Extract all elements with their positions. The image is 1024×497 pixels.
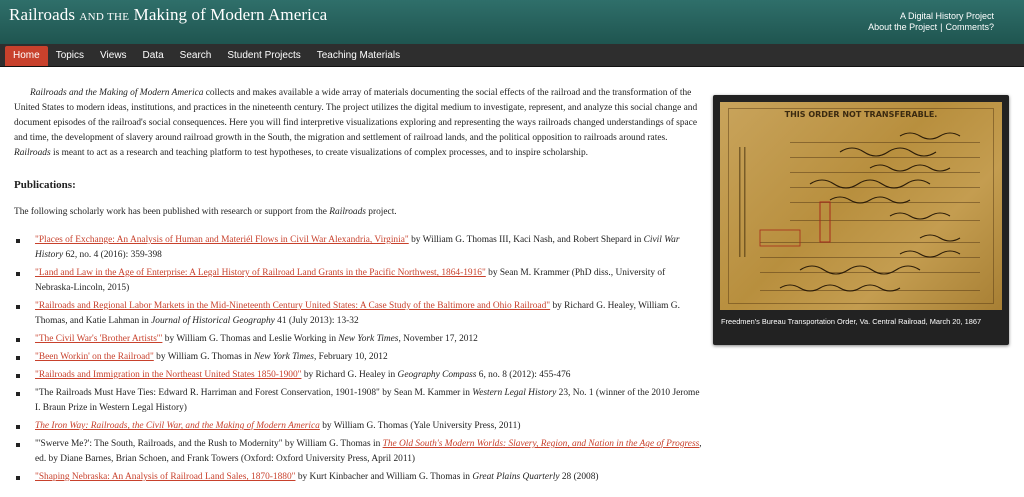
publication-text: 28 (2008) (559, 472, 599, 482)
publication-link-title: The Old South's Modern Worlds: Slavery, Region, and Nation in the Age of Progress (382, 439, 700, 449)
publication-journal: Western Legal History (472, 388, 557, 398)
publication-text: , November 17, 2012 (398, 334, 478, 344)
publication-text: by William G. Thomas (Yale University Press, 2011) (319, 421, 521, 431)
intro-title: Railroads and the Making of Modern America (30, 88, 204, 98)
publication-link[interactable]: "Been Workin' on the Railroad" (35, 352, 154, 362)
doc-header: THIS ORDER NOT TRANSFERABLE. (784, 110, 938, 119)
bullet-icon (16, 392, 20, 396)
intro-text-1: collects and makes available a wide array of materials documenting the social effects of the railroad and the transformation of the United States to modern ideas, institutions, and practices in the nineteenth century. The project utilizes the digital medium to investigate, represent, and analyze this social change and document episodes of the railroad's social consequences. Here you will find interpretive visualizations exploring and representing the ways railroads changed understandings of space and time, the development of slavery around railroad growth in the South, the migration and settlement of railroad lands, and the political opposition to railroads around rates. (14, 88, 698, 143)
bullet-icon (16, 443, 20, 447)
lead-text: The following scholarly work has been published with research or support from the (14, 207, 330, 217)
site-header (0, 0, 1024, 44)
about-link[interactable]: About the Project (868, 22, 938, 32)
publication-item (14, 470, 704, 485)
publication-journal: Geography Compass (397, 370, 477, 380)
publication-text: by William G. Thomas and Leslie Working in (162, 334, 339, 344)
bullet-icon (16, 374, 20, 378)
title-part-2: AND THE (79, 11, 130, 23)
publication-text: 23, No. 1 (winner of the 2010 Jerome I. Braun Prize in Western Legal History) (35, 388, 700, 413)
bullet-icon (16, 356, 20, 360)
lead-text-end: project. (365, 207, 397, 217)
publication-link[interactable]: "Places of Exchange: An Analysis of Human and Materiél Flows in Civil War Alexandria, Virginia" (35, 235, 409, 245)
publication-text: by Richard G. Healey, William G. Thomas, and Katie Lahman in (35, 301, 680, 326)
publications-lead (14, 205, 704, 220)
publication-item (14, 266, 704, 296)
comments-link[interactable]: Comments? (945, 22, 994, 32)
publication-item (14, 368, 704, 383)
nav-teaching-materials[interactable]: Teaching Materials (316, 50, 401, 61)
publication-link[interactable] (35, 421, 320, 431)
publication-item (14, 419, 704, 434)
publication-link[interactable]: "Shaping Nebraska: An Analysis of Railroad Land Sales, 1870-1880" (35, 472, 296, 482)
publication-text: "The Railroads Must Have Ties: Edward R. Harriman and Forest Conservation, 1901-1908" by Sean M. Kammer in (35, 388, 473, 398)
publication-journal: Civil War History (35, 235, 680, 260)
publication-text: 41 (July 2013): 13-32 (274, 316, 359, 326)
publication-text: 6, no. 8 (2012): 455-476 (476, 370, 571, 380)
publication-item (14, 299, 704, 329)
intro-text-2: is meant to act as a research and teaching platform to test hypotheses, to create visualizations of complex processes, and to inspire scholarship. (50, 148, 588, 158)
lead-em: Railroads (329, 207, 366, 217)
publication-journal: Journal of Historical Geography (151, 316, 275, 326)
publication-link[interactable]: "Railroads and Regional Labor Markets in the Mid-Nineteenth Century United States: A Case Study of the Baltimore and Ohio Railroad" (35, 301, 551, 311)
publication-journal: New York Times (253, 352, 314, 362)
bullet-icon (16, 272, 20, 276)
publication-item (14, 233, 704, 263)
nav-topics[interactable]: Topics (55, 50, 85, 61)
publication-journal: New York Times (338, 334, 399, 344)
publication-link[interactable]: "The Civil War's 'Brother Artists'" (35, 334, 163, 344)
publication-text: by Kurt Kinbacher and William G. Thomas in (295, 472, 473, 482)
title-part-3: Making of Modern America (133, 5, 328, 24)
publication-text: by Sean M. Krammer (PhD diss., University of Nebraska-Lincoln, 2015) (35, 268, 666, 293)
bullet-icon (16, 338, 20, 342)
bullet-icon (16, 476, 20, 480)
publication-link[interactable]: "Land and Law in the Age of Enterprise: A Legal History of Railroad Land Grants in the Pacific Northwest, 1864-1916" (35, 268, 486, 278)
publication-text: by William G. Thomas III, Kaci Nash, and Robert Shepard in (408, 235, 644, 245)
publication-text: by Richard G. Healey in (301, 370, 398, 380)
publication-text: , ed. by Diane Barnes, Brian Schoen, and Frank Towers (Oxford: Oxford University Press, April 2011) (35, 439, 702, 464)
title-part-1: Railroads (9, 5, 76, 24)
feature-image-panel (713, 95, 1009, 345)
publication-item (14, 386, 704, 416)
publication-item (14, 332, 704, 347)
link-separator: | (940, 22, 943, 32)
nav-views[interactable]: Views (100, 50, 127, 61)
publication-text: "'Swerve Me?': The South, Railroads, and the Rush to Modernity" by William G. Thomas in (35, 439, 383, 449)
intro-paragraph (14, 86, 704, 161)
main-nav (0, 44, 1024, 67)
intro-railroads: Railroads (14, 148, 51, 158)
publication-journal: Great Plains Quarterly (472, 472, 560, 482)
publication-text: by William G. Thomas in (153, 352, 254, 362)
bullet-icon (16, 239, 20, 243)
publication-text: 62, no. 4 (2016): 359-398 (63, 250, 162, 260)
publication-link[interactable]: "Railroads and Immigration in the Northeast United States 1850-1900" (35, 370, 302, 380)
tagline: A Digital History Project (899, 11, 994, 21)
header-links (868, 11, 994, 33)
publications-heading: Publications: (14, 179, 76, 191)
nav-search[interactable]: Search (179, 50, 212, 61)
nav-data[interactable]: Data (142, 50, 164, 61)
bullet-icon (16, 425, 20, 429)
handwriting-marks (720, 102, 1002, 310)
publication-link-title: The Iron Way: Railroads, the Civil War, and the Making of Modern America (35, 421, 320, 431)
publication-item (14, 350, 704, 365)
publication-text: , February 10, 2012 (313, 352, 388, 362)
publication-link[interactable] (383, 439, 700, 449)
image-caption: Freedmen's Bureau Transportation Order, Va. Central Railroad, March 20, 1867 (721, 317, 982, 326)
main-content (14, 86, 704, 488)
site-title[interactable] (9, 5, 327, 25)
transportation-order-image[interactable] (720, 102, 1002, 310)
publication-item (14, 437, 704, 467)
bullet-icon (16, 305, 20, 309)
nav-home[interactable]: Home (5, 46, 48, 66)
nav-student-projects[interactable]: Student Projects (227, 50, 301, 61)
publications-list (14, 233, 704, 485)
